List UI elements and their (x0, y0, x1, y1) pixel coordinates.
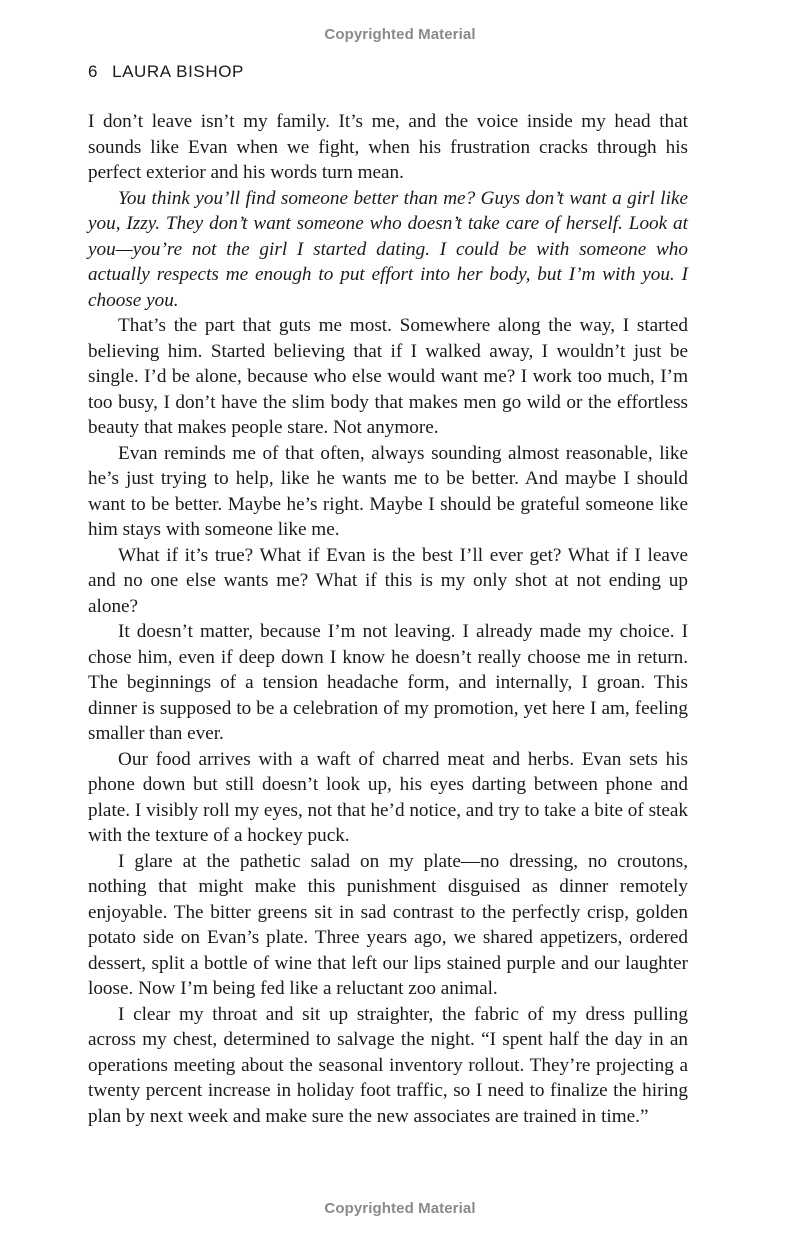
paragraph: I clear my throat and sit up straighter, the fabric of my dress pulling across my chest, determined to salvage the night. “I spent half the day in an operations meeting about the seasonal inventory rollout. They’re projecting a twenty percent increase in holiday foot traffic, so I need to finalize the hiring plan by next week and make sure the new associates are trained in time.” (88, 1003, 688, 1127)
copyright-notice-top: Copyrighted Material (324, 26, 476, 43)
page-body (88, 109, 688, 1129)
paragraph: What if it’s true? What if Evan is the best I’ll ever get? What if I leave and no one else wants me? What if this is my only shot at not ending up alone? (88, 544, 688, 617)
paragraph: Evan reminds me of that often, always sounding almost reasonable, like he’s just trying to help, like he wants me to be better. And maybe I should want to be better. Maybe he’s right. Maybe I should be grateful someone like him stays with someone like me. (88, 442, 688, 540)
paragraph: It doesn’t matter, because I’m not leaving. I already made my choice. I chose him, even if deep down I know he doesn’t really choose me in return. The beginnings of a tension headache form, and internally, I groan. This dinner is supposed to be a celebration of my promotion, yet here I am, feeling smaller than ever. (88, 621, 688, 744)
paragraph: I don’t leave isn’t my family. It’s me, and the voice inside my head that sounds like Evan when we fight, when his frustration cracks through his perfect exterior and his words turn mean. (88, 111, 688, 183)
running-head (88, 62, 244, 82)
paragraph: That’s the part that guts me most. Somewhere along the way, I started believing him. Started believing that if I walked away, I wouldn’t just be single. I’d be alone, because who else would want me? I work too much, I’m too busy, I don’t have the slim body that makes men go wild or the effortless beauty that makes people stare. Not anymore. (88, 315, 688, 438)
italic-thought-paragraph: You think you’ll find someone better than me? Guys don’t want a girl like you, Izzy. They don’t want someone who doesn’t take care of herself. Look at you—you’re not the girl I started dating. I could be with someone who actually respects me enough to put effort into her body, but I’m with you. I choose you. (88, 187, 688, 311)
page-number: 6 (88, 62, 99, 81)
paragraph: Our food arrives with a waft of charred meat and herbs. Evan sets his phone down but still doesn’t look up, his eyes darting between phone and plate. I visibly roll my eyes, not that he’d notice, and try to take a bite of steak with the texture of a hockey puck. (88, 748, 688, 846)
paragraph: I glare at the pathetic salad on my plate—no dressing, no croutons, nothing that might make this punishment disguised as dinner remotely enjoyable. The bitter greens sit in sad contrast to the perfectly crisp, golden potato side on Evan’s plate. Three years ago, we shared appetizers, ordered dessert, split a bottle of wine that left our lips stained purple and our laughter loose. Now I’m being fed like a reluctant zoo animal. (88, 850, 688, 999)
copyright-notice-bottom: Copyrighted Material (324, 1200, 476, 1217)
author-name: LAURA BISHOP (112, 62, 244, 81)
